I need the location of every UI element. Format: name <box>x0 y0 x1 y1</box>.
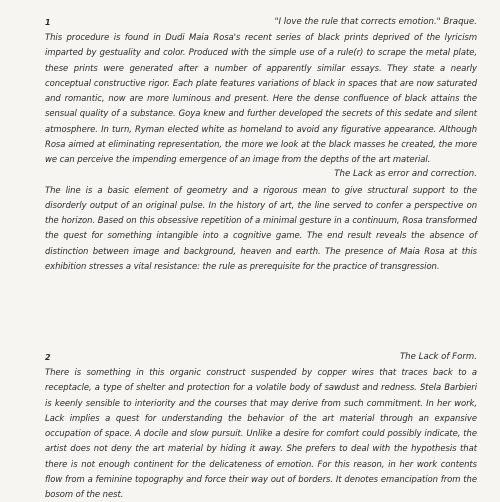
section-number: 1 <box>45 18 51 27</box>
section-2-heading: The Lack of Form. <box>399 352 477 362</box>
section-2-paragraph-1: There is something in this organic construct suspended by copper wires that traces back to a receptacle, a type of shelter and protection for a volatile body of sawdust and redness. Stela Barbieri is keenly sensible to interiority and the courses that may derive from such commitment. In her work, Lack implies a quest for understanding the behavior of the art material through an expansive occupation of space. A docile and slow pursuit. Unlike a desire for comfort could possibly indicate, the artist does not deny the art material by hiding it away. She prefers to deal with the hypothesis that there is not enough continent for the delicateness of emotion. For this reason, in her work contents flow from a feminine topography and force their way out of borders. It denotes emancipation from the bosom of the nest. <box>45 367 477 499</box>
section-2 <box>45 350 477 502</box>
section-1 <box>45 15 477 274</box>
epigraph: "I love the rule that corrects emotion." Braque. <box>274 17 477 27</box>
section-2-header <box>45 350 477 365</box>
section-1-subheading: The Lack as error and correction. <box>334 169 477 180</box>
section-1-paragraph-1: This procedure is found in Dudi Maia Rosa's recent series of black prints deprived of the lyricism imparted by gestuality and color. Produced with the simple use of a rule(r) to scrape the metal plate, these prints were generated after a number of apparently similar essays. They state a nearly conceptual constructive rigor. Each plate features variations of black in spaces that are now saturated and romantic, now are more luminous and present. Here the dense confluence of black attains the sensual quality of a substance. Goya knew and further developed the secrets of this sedate and silent atmosphere. In turn, Ryman elected white as homeland to avoid any figurative appearance. Although Rosa aimed at eliminating representation, the more we look at the black masses he created, the more we can perceive the impending emergence of an image from the depths of the art material. <box>45 32 477 164</box>
section-1-header <box>45 15 477 30</box>
section-number: 2 <box>45 353 51 362</box>
section-1-paragraph-2: The line is a basic element of geometry and a rigorous mean to give structural support to the disorderly output of an original pulse. In the history of art, the line served to confer a perspective on the horizon. Based on this obsessive repetition of a minimal gesture in a continuum, Rosa transformed the quest for something intangible into a cognitive game. The end result reveals the absence of distinction between image and background, heaven and earth. The presence of Maia Rosa at this exhibition stresses a vital resistance: the rule as prerequisite for the practice of transgression. <box>45 184 477 271</box>
